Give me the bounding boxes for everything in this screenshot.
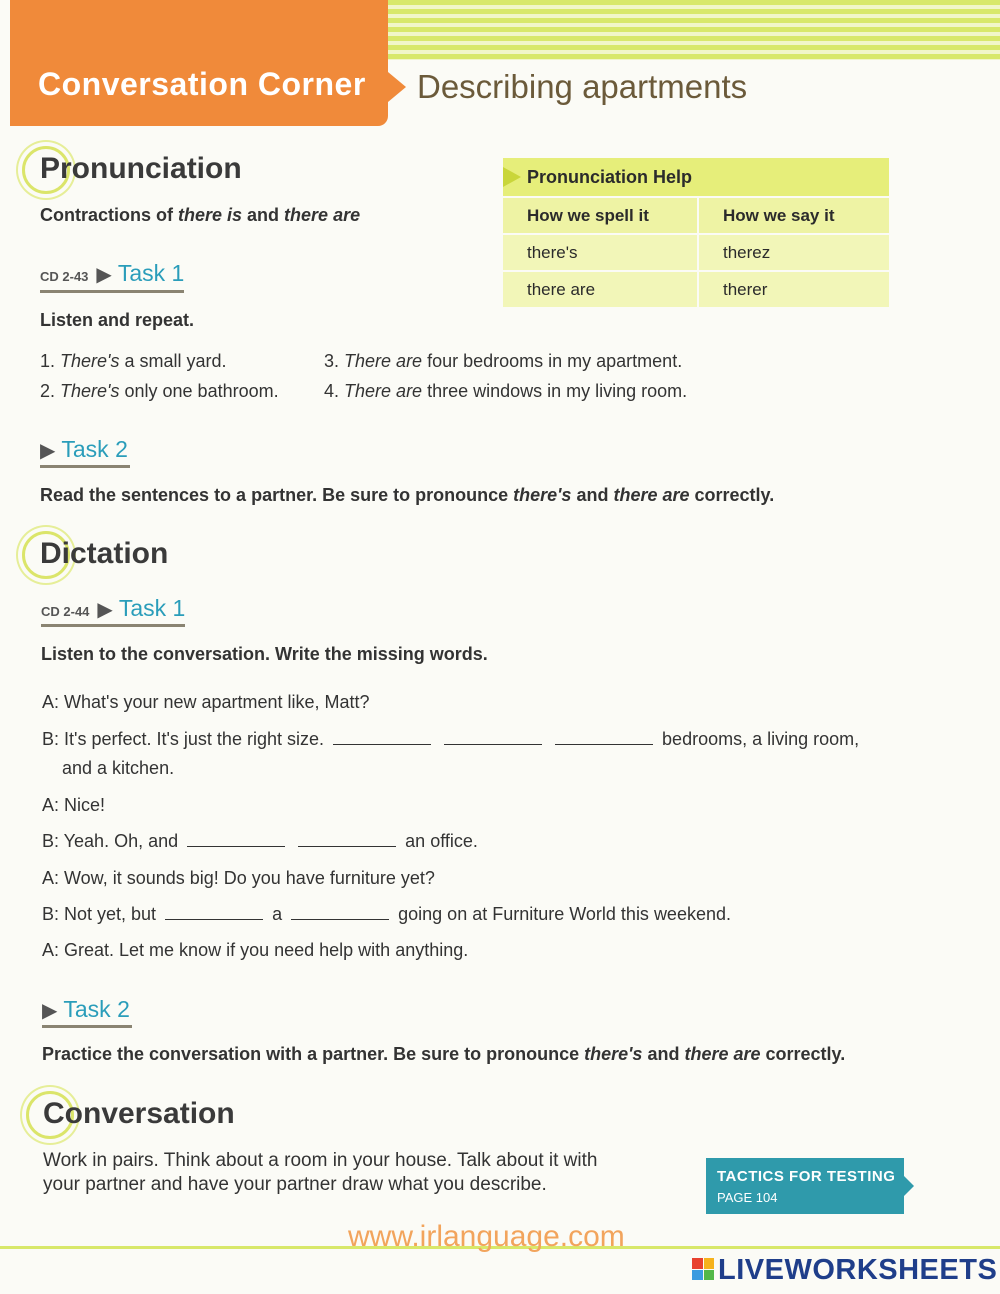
- liveworksheets-brand[interactable]: LIVEWORKSHEETS: [718, 1254, 998, 1286]
- table-row: there's therez: [503, 235, 889, 270]
- title-arrow-icon: [388, 72, 406, 102]
- task-underline: [40, 465, 130, 468]
- answer-blank[interactable]: [333, 730, 431, 745]
- task-instruction: Listen to the conversation. Write the missing words.: [41, 644, 488, 664]
- dialogue-line: and a kitchen.: [62, 758, 175, 778]
- answer-blank[interactable]: [298, 832, 396, 847]
- tactics-for-testing-badge[interactable]: TACTICS FOR TESTING PAGE 104: [706, 1158, 904, 1214]
- pronunciation-task1-header: [40, 260, 184, 287]
- task-label: Task 1: [117, 260, 185, 286]
- section-heading-pronunciation: Pronunciation: [40, 152, 242, 185]
- list-item: 2. There's only one bathroom.: [40, 381, 279, 401]
- header-stripes: [385, 0, 1000, 60]
- pronunciation-task2-header: [40, 436, 128, 463]
- answer-blank[interactable]: [165, 905, 263, 920]
- play-arrow-icon: ▶: [97, 599, 113, 621]
- table-header-row: How we spell it How we say it: [503, 198, 889, 233]
- dialogue-line: B: Not yet, but a going on at Furniture World this weekend.: [42, 904, 731, 924]
- conversation-text: Work in pairs. Think about a room in your house. Talk about it with: [43, 1150, 598, 1171]
- play-arrow-icon: ▶: [42, 1000, 58, 1022]
- pronunciation-help-table: [503, 158, 889, 307]
- dictation-task2-header: [42, 996, 130, 1023]
- table-row: there are therer: [503, 272, 889, 307]
- list-item: 3. There are four bedrooms in my apartment.: [324, 351, 683, 371]
- pronunciation-subtitle: Contractions of there is and there are: [40, 205, 361, 225]
- conversation-text: your partner and have your partner draw what you describe.: [43, 1174, 547, 1195]
- dialogue-line: A: Nice!: [42, 795, 106, 815]
- dictation-task1-header: [41, 595, 185, 622]
- list-item: 4. There are three windows in my living room.: [324, 381, 688, 401]
- dialogue-line: B: Yeah. Oh, and an office.: [42, 831, 478, 851]
- answer-blank[interactable]: [444, 730, 542, 745]
- liveworksheets-logo-icon: [692, 1258, 714, 1280]
- task-instruction: Listen and repeat.: [40, 310, 195, 330]
- task-underline: [42, 1025, 132, 1028]
- answer-blank[interactable]: [555, 730, 653, 745]
- answer-blank[interactable]: [187, 832, 285, 847]
- play-arrow-icon: [503, 167, 521, 187]
- answer-blank[interactable]: [291, 905, 389, 920]
- dialogue-line: A: What's your new apartment like, Matt?: [42, 692, 370, 712]
- task-underline: [41, 624, 185, 627]
- header-banner: [10, 0, 388, 126]
- dialogue-line: A: Wow, it sounds big! Do you have furniture yet?: [42, 868, 435, 888]
- play-arrow-icon: ▶: [96, 264, 112, 286]
- section-heading-dictation: Dictation: [40, 537, 169, 570]
- task-instruction: Read the sentences to a partner. Be sure to pronounce there's and there are correctly.: [40, 485, 775, 505]
- page-subtitle: Describing apartments: [417, 68, 748, 105]
- tactics-arrow-icon: [904, 1176, 914, 1196]
- task-underline: [40, 290, 184, 293]
- list-item: 1. There's a small yard.: [40, 351, 227, 371]
- task-label: Task 1: [118, 595, 186, 621]
- dialogue-line: B: It's perfect. It's just the right size. bedrooms, a living room,: [42, 729, 860, 749]
- dialogue-line: A: Great. Let me know if you need help with anything.: [42, 940, 469, 960]
- page-title: Conversation Corner: [38, 66, 366, 102]
- task-instruction: Practice the conversation with a partner. Be sure to pronounce there's and there are correctly.: [42, 1044, 846, 1064]
- help-title-row: Pronunciation Help: [503, 158, 889, 196]
- task-label: Task 2: [63, 996, 130, 1022]
- cd-track-label: CD 2-44: [41, 604, 90, 619]
- watermark-url: www.irlanguage.com: [348, 1220, 625, 1253]
- section-heading-conversation: Conversation: [43, 1097, 235, 1130]
- task-label: Task 2: [61, 436, 128, 462]
- cd-track-label: CD 2-43: [40, 269, 89, 284]
- play-arrow-icon: ▶: [40, 440, 56, 462]
